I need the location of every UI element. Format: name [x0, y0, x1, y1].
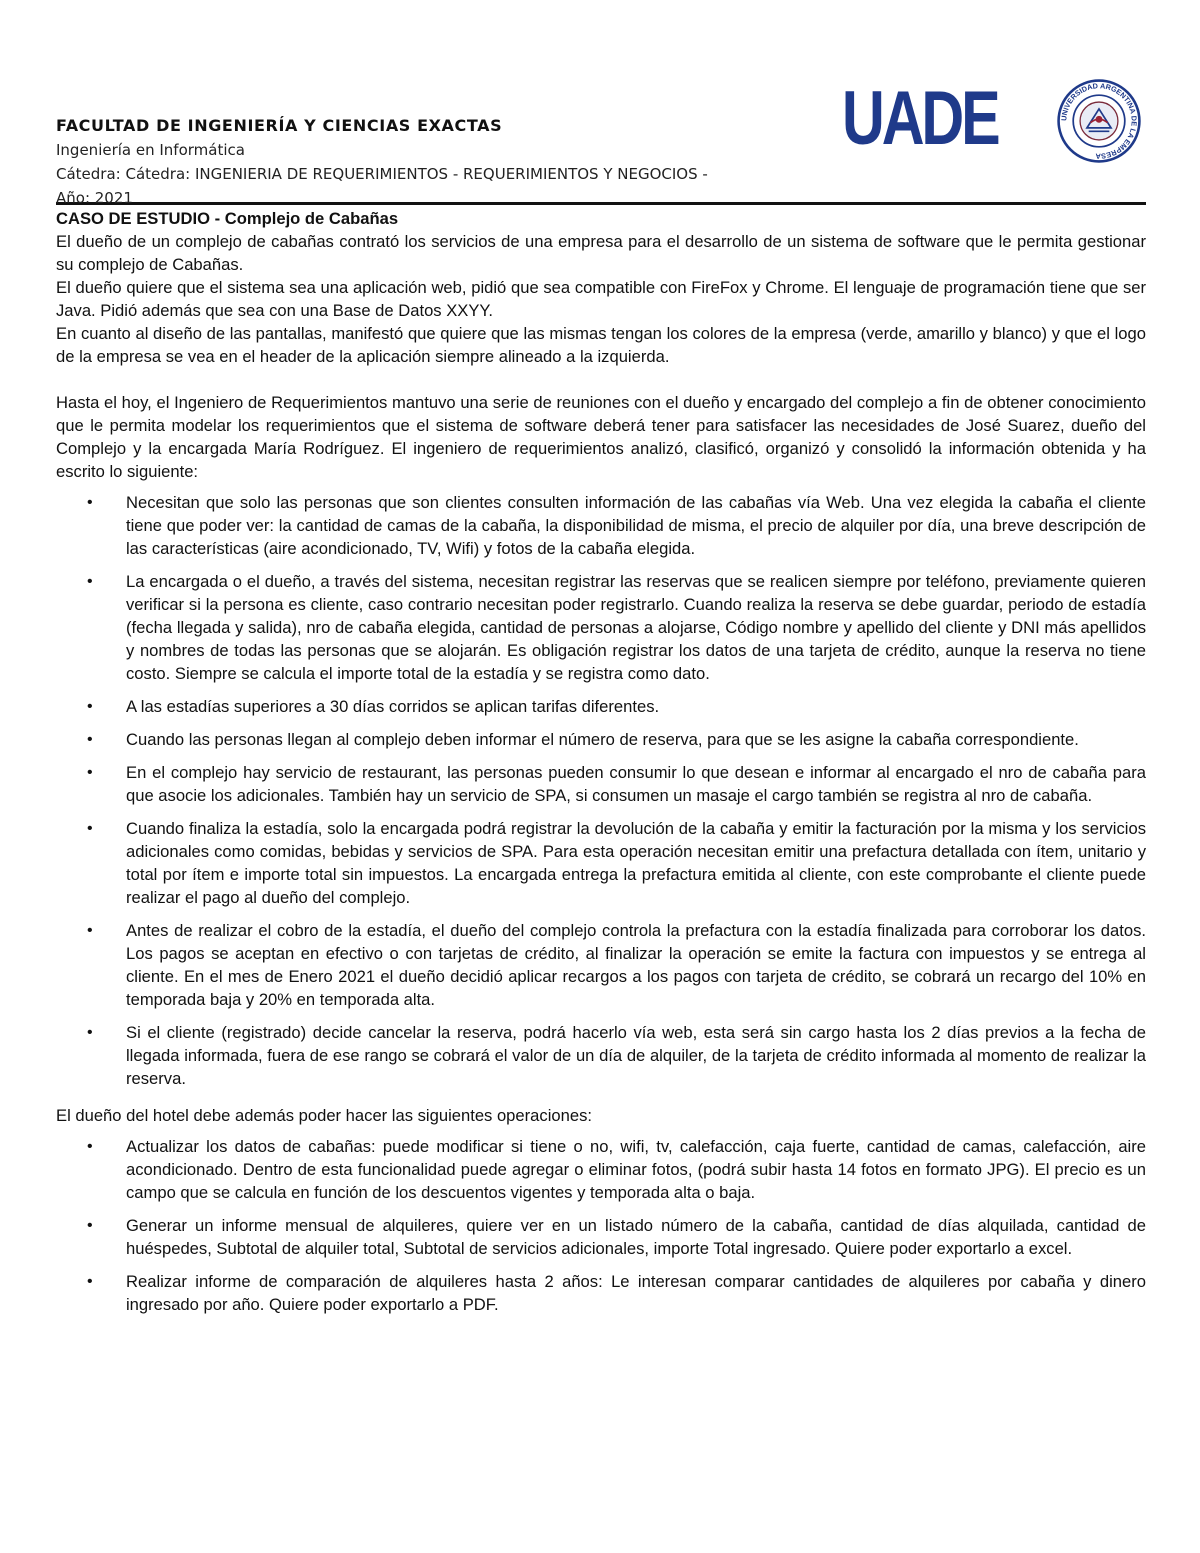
list-item: [56, 491, 1146, 560]
uade-logo: [842, 76, 1142, 166]
list-item: [56, 1135, 1146, 1204]
bullet-icon: •: [87, 1024, 93, 1041]
document-header: [56, 70, 1146, 207]
requirement-text: La encargada o el dueño, a través del sistema, necesitan registrar las reservas que se realicen siempre por teléfono, previamente quieren verificar si la persona es cliente, caso contrario necesitan poder registrarlo. Cuando realiza la reserva se debe guardar, periodo de estadía (fecha llegada y salida), nro de cabaña elegida, cantidad de personas a alojarse, Código nombre y apellido del cliente y DNI más apellidos y nombres de todas las personas que se alojarán. Es obligación registrar los datos de una tarjeta de crédito, aunque la reserva no tiene costo. Siempre se calcula el importe total de la estadía y se registra como dato.: [126, 572, 1146, 683]
list-item: [56, 695, 1146, 718]
faculty-name: FACULTAD DE INGENIERÍA Y CIENCIAS EXACTAS: [56, 116, 503, 135]
list-item: [56, 1270, 1146, 1316]
context-paragraph: Hasta el hoy, el Ingeniero de Requerimientos mantuvo una serie de reuniones con el dueño y encargado del complejo a fin de obtener conocimiento que le permita modelar los requerimientos que el sistema de software deberá tener para satisfacer las necesidades de José Suarez, dueño del Complejo y la encargada María Rodríguez. El ingeniero de requerimientos analizó, clasificó, organizó y consolidó la información obtenida y ha escrito lo siguiente:: [56, 393, 1146, 481]
intro-paragraph-3: En cuanto al diseño de las pantallas, manifestó que quiere que las mismas tengan los colores de la empresa (verde, amarillo y blanco) y que el logo de la empresa se vea en el header de la aplicación siempre alineado a la izquierda.: [56, 324, 1146, 366]
bullet-icon: •: [87, 731, 93, 748]
bullet-icon: •: [87, 922, 93, 939]
university-seal-icon: [1056, 78, 1142, 164]
bullet-icon: •: [87, 573, 93, 590]
list-item: [56, 570, 1146, 685]
operation-text: Generar un informe mensual de alquileres, quiere ver en un listado número de la cabaña, cantidad de días alquilada, cantidad de huéspedes, Subtotal de alquiler total, Subtotal de servicios adicionales, importe Total ingresado. Quiere poder exportarlo a excel.: [126, 1216, 1146, 1258]
paragraph-spacer: [56, 368, 1146, 391]
requirements-list: [56, 491, 1146, 1090]
requirement-text: Cuando las personas llegan al complejo deben informar el número de reserva, para que se les asigne la cabaña correspondiente.: [126, 730, 1079, 749]
svg-text:UNIVERSIDAD ARGENTINA DE LA EM: UNIVERSIDAD ARGENTINA DE LA EMPRESA: [1059, 81, 1139, 161]
intro-paragraph-1: El dueño de un complejo de cabañas contrató los servicios de una empresa para el desarrollo de un sistema de software que le permita gestionar su complejo de Cabañas.: [56, 232, 1146, 274]
operation-text: Realizar informe de comparación de alquileres hasta 2 años: Le interesan comparar cantidades de alquileres por cabaña y dinero ingresado por año. Quiere poder exportarlo a PDF.: [126, 1272, 1146, 1314]
list-item: [56, 761, 1146, 807]
requirement-text: Necesitan que solo las personas que son clientes consulten información de las cabañas vía Web. Una vez elegida la cabaña el cliente tiene que poder ver: la cantidad de camas de la cabaña, la disponibilidad de misma, el precio de alquiler por día, una breve descripción de las características (aire acondicionado, TV, Wifi) y fotos de la cabaña elegida.: [126, 493, 1146, 558]
document-page: [56, 70, 1146, 1316]
header-text-block: [56, 114, 816, 210]
bullet-icon: •: [87, 820, 93, 837]
requirement-text: Antes de realizar el cobro de la estadía, el dueño del complejo controla la prefactura con la estadía finalizada para corroborar los datos. Los pagos se aceptan en efectivo o con tarjetas de crédito, al finalizar la operación se emite la factura con impuestos y se entrega al cliente. En el mes de Enero 2021 el dueño decidió aplicar recargos a los pagos con tarjeta de crédito, se cobrará un recargo del 10% en temporada baja y 20% en temporada alta.: [126, 921, 1146, 1009]
uade-logo-text: UADE: [842, 76, 998, 161]
bullet-icon: •: [87, 494, 93, 511]
career-name: Ingeniería en Informática: [56, 141, 245, 159]
owner-intro: El dueño del hotel debe además poder hacer las siguientes operaciones:: [56, 1106, 592, 1125]
course-name: Cátedra: Cátedra: INGENIERIA DE REQUERIMIENTOS - REQUERIMIENTOS Y NEGOCIOS -: [56, 165, 708, 183]
list-item: [56, 919, 1146, 1011]
bullet-icon: •: [87, 1138, 93, 1155]
list-item: [56, 1214, 1146, 1260]
intro-paragraph-2: El dueño quiere que el sistema sea una aplicación web, pidió que sea compatible con FireFox y Chrome. El lenguaje de programación tiene que ser Java. Pidió además que sea con una Base de Datos XXYY.: [56, 278, 1146, 320]
bullet-icon: •: [87, 698, 93, 715]
case-title: CASO DE ESTUDIO - Complejo de Cabañas: [56, 209, 399, 228]
owner-operations-list: [56, 1135, 1146, 1316]
requirement-text: Cuando finaliza la estadía, solo la encargada podrá registrar la devolución de la cabaña y emitir la facturación por la misma y los servicios adicionales como comidas, bebidas y servicios de SPA. Para esta operación necesitan emitir una prefactura detallada con ítem, unitario y total por ítem e importe total sin impuestos. La encargada entrega la prefactura emitida al cliente, con este comprobante el cliente puede realizar el pago al dueño del complejo.: [126, 819, 1146, 907]
requirement-text: En el complejo hay servicio de restaurant, las personas pueden consumir lo que desean e informar al encargado el nro de cabaña para que asocie los adicionales. También hay un servicio de SPA, si consumen un masaje el cargo también se registra al nro de cabaña.: [126, 763, 1146, 805]
list-item: [56, 817, 1146, 909]
bullet-icon: •: [87, 764, 93, 781]
list-item: [56, 1021, 1146, 1090]
requirement-text: Si el cliente (registrado) decide cancelar la reserva, podrá hacerlo vía web, esta será sin cargo hasta los 2 días previos a la fecha de llegada informada, fuera de ese rango se cobrará el valor de un día de alquiler, de la tarjeta de crédito informada al momento de realizar la reserva.: [126, 1023, 1146, 1088]
bullet-icon: •: [87, 1273, 93, 1290]
requirement-text: A las estadías superiores a 30 días corridos se aplican tarifas diferentes.: [126, 697, 660, 716]
list-item: [56, 728, 1146, 751]
operation-text: Actualizar los datos de cabañas: puede modificar si tiene o no, wifi, tv, calefacción, caja fuerte, cantidad de camas, calefacción, aire acondicionado. Dentro de esta funcionalidad puede agregar o eliminar fotos, (podrá subir hasta 14 fotos en formato JPG). El precio es un campo que se calcula en función de los descuentos vigentes y temporada alta o baja.: [126, 1137, 1146, 1202]
case-study-body: [56, 207, 1146, 1316]
bullet-icon: •: [87, 1217, 93, 1234]
year-label: Año: 2021: [56, 189, 133, 207]
